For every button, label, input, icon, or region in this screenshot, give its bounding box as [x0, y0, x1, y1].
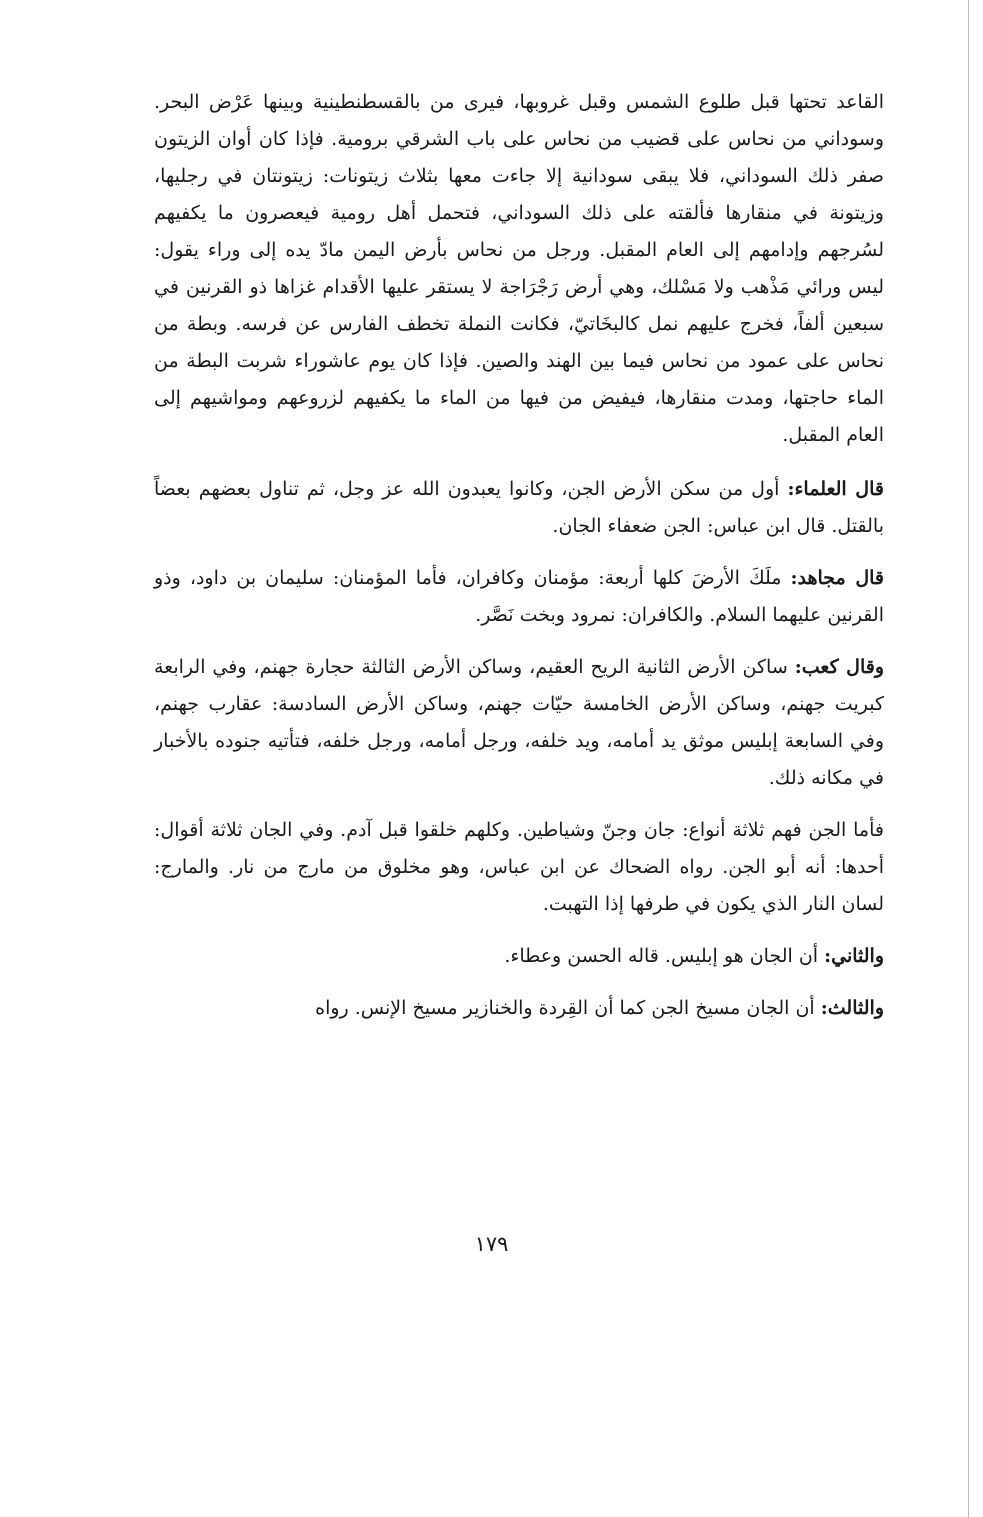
paragraph-intro-text: القاعد تحتها قبل طلوع الشمس وقبل غروبها، فيرى من بالقسطنطينية وبينها عَرْض البحر. وسوداني من نحاس على قضيب من نحاس على باب الشرقي برومية. فإذا كان أوان الزيتون صفر ذلك السوداني، فلا يبقى سودانية إلا جاءت معها بثلاث زيتونات: زيتونتان في رجليها، وزيتونة في منقارها فألقته على ذلك السوداني، فتحمل أهل رومية فيعصرون ما يكفيهم لسُرجهم وإدامهم إلى العام المقبل. ورجل من نحاس بأرض اليمن مادّ يده إلى وراء يقول: ليس ورائي مَذْهب ولا مَسْلك، وهي أرض رَجْرَاجة لا يستقر عليها الأقدام غزاها ذو القرنين في سبعين ألفاً، فخرج عليهم نمل كالبخَاتيّ، فكانت النملة تخطف الفارس عن فرسه. وبطة من نحاس على عمود من نحاس فيما بين الهند والصين. فإذا كان يوم عاشوراء شربت البطة من الماء حاجتها، ومدت منقارها، فيفيض من فيها من الماء ما يكفيهم لزروعهم ومواشيهم إلى العام المقبل. [154, 91, 884, 446]
paragraph-second-text: أن الجان هو إبليس. قاله الحسن وعطاء. [504, 945, 825, 967]
paragraph-mujahid-text: ملَكَ الأرضَ كلها أربعة: مؤمنان وكافران، فأما المؤمنان: سليمان بن داود، وذو القرنين عليهما السلام. والكافران: نمرود وبخت نَصَّر. [154, 567, 884, 626]
paragraph-kaab-lead: وقال كعب: [794, 656, 885, 678]
paragraph-second [154, 938, 884, 975]
paragraph-ulama-text: أول من سكن الأرض الجن، وكانوا يعبدون الله عز وجل، ثم تناول بعضهم بعضاً بالقتل. قال ابن عباس: الجن ضعفاء الجان. [154, 478, 884, 537]
page-number: ١٧٩ [474, 1232, 509, 1256]
paragraph-ulama-lead: قال العلماء: [787, 478, 884, 500]
paragraph-kaab-text: ساكن الأرض الثانية الريح العقيم، وساكن الأرض الثالثة حجارة جهنم، وفي الرابعة كبريت جهنم، وساكن الأرض الخامسة حيّات جهنم، وساكن الأرض السادسة: عقارب جهنم، وفي السابعة إبليس موثق يد أمامه، ويد خلفه، ورجل أمامه، ورجل خلفه، فتأتيه جنوده بالأخبار في مكانه ذلك. [154, 656, 884, 789]
paragraph-jinn-types-text: فأما الجن فهم ثلاثة أنواع: جان وجنّ وشياطين. وكلهم خلقوا قبل آدم. وفي الجان ثلاثة أقوال: أحدها: أنه أبو الجن. رواه الضحاك عن ابن عباس، وهو مخلوق من مارج من نار. والمارج: لسان النار الذي يكون في طرفها إذا التهبت. [154, 819, 884, 915]
paragraph-mujahid-lead: قال مجاهد: [790, 567, 884, 589]
paragraph-kaab [154, 649, 884, 797]
page-text [154, 84, 884, 1042]
paragraph-intro [154, 84, 884, 454]
paragraph-jinn-types [154, 812, 884, 923]
paragraph-mujahid [154, 560, 884, 634]
paragraph-third-text: أن الجان مسيخ الجن كما أن القِردة والخنازير مسيخ الإنس. رواه [315, 997, 821, 1019]
paragraph-ulama [154, 471, 884, 545]
paragraph-third-lead: والثالث: [820, 997, 884, 1019]
paragraph-second-lead: والثاني: [824, 945, 884, 967]
page-edge-line [968, 0, 969, 1517]
paragraph-third [154, 990, 884, 1027]
